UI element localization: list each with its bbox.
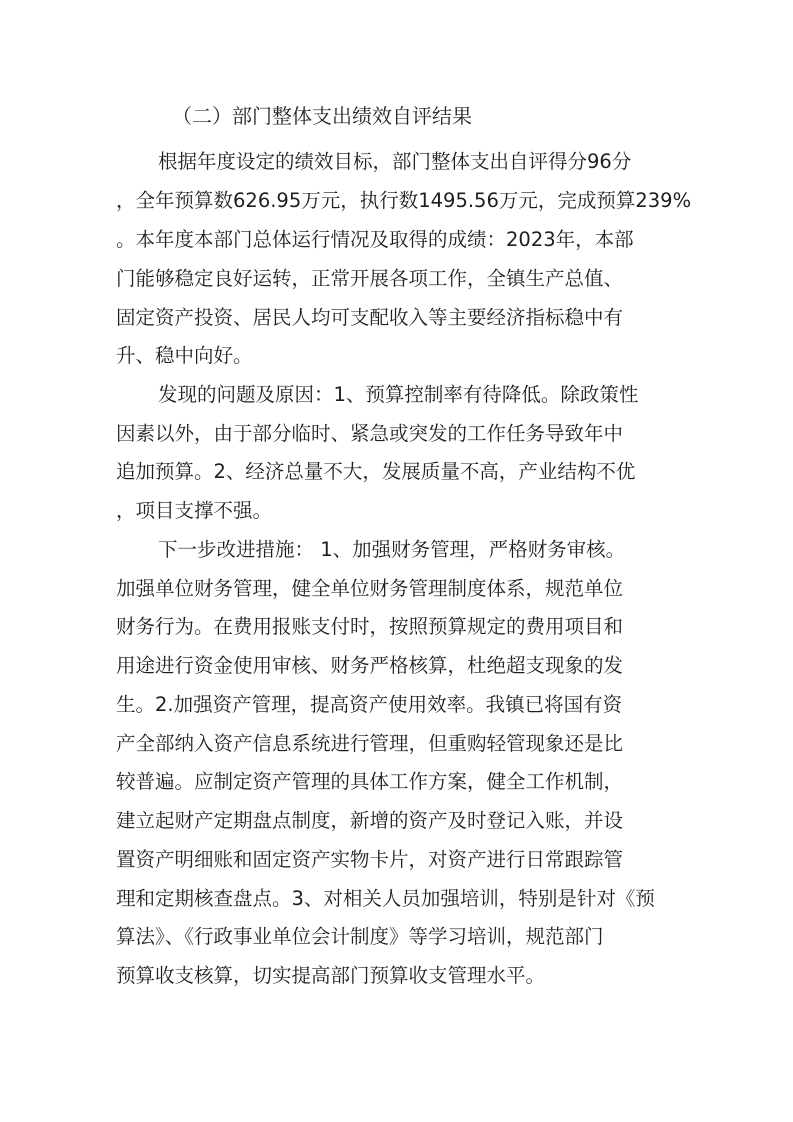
paragraph-3-line-9: 置资产明细账和固定资产实物卡片，对资产进行日常跟踪管 <box>116 848 624 871</box>
paragraph-3-line-1: 下一步改进措施： 1、加强财务管理，严格财务审核。 <box>158 538 626 561</box>
paragraph-1-line-3: 。本年度本部门总体运行情况及取得的成绩：2023年，本部 <box>116 228 634 251</box>
paragraph-3-line-11: 算法》、《行政事业单位会计制度》等学习培训，规范部门 <box>116 925 604 948</box>
paragraph-1-line-2: ，全年预算数626.95万元，执行数1495.56万元，完成预算239% <box>116 189 692 212</box>
paragraph-3-line-5: 生。2.加强资产管理，提高资产使用效率。我镇已将国有资 <box>116 693 623 716</box>
paragraph-1-line-6: 升、稳中向好。 <box>116 344 253 367</box>
paragraph-1-line-4: 门能够稳定良好运转，正常开展各项工作，全镇生产总值、 <box>116 267 624 290</box>
paragraph-3-line-6: 产全部纳入资产信息系统进行管理，但重购轻管现象还是比 <box>116 732 624 755</box>
paragraph-3-line-4: 用途进行资金使用审核、财务严格核算，杜绝超支现象的发 <box>116 654 624 677</box>
paragraph-2-line-4: ，项目支撑不强。 <box>116 499 273 522</box>
section-heading: （二）部门整体支出绩效自评结果 <box>172 104 472 128</box>
paragraph-3-line-2: 加强单位财务管理，健全单位财务管理制度体系，规范单位 <box>116 577 624 600</box>
paragraph-3-line-3: 财务行为。在费用报账支付时，按照预算规定的费用项目和 <box>116 615 624 638</box>
paragraph-1-line-5: 固定资产投资、居民人均可支配收入等主要经济指标稳中有 <box>116 306 624 329</box>
paragraph-2-line-2: 因素以外，由于部分临时、紧急或突发的工作任务导致年中 <box>116 422 624 445</box>
paragraph-3-line-12: 预算收支核算，切实提高部门预算收支管理水平。 <box>116 964 546 987</box>
paragraph-1-line-1: 根据年度设定的绩效目标，部门整体支出自评得分96分 <box>158 150 632 173</box>
paragraph-2-line-3: 追加预算。2、经济总量不大，发展质量不高，产业结构不优 <box>116 460 636 483</box>
paragraph-3-line-10: 理和定期核查盘点。3、对相关人员加强培训，特别是针对《预 <box>116 887 655 910</box>
paragraph-2-line-1: 发现的问题及原因：1、预算控制率有待降低。除政策性 <box>158 383 639 406</box>
paragraph-3-line-8: 建立起财产定期盘点制度，新增的资产及时登记入账，并设 <box>116 809 624 832</box>
paragraph-3-line-7: 较普遍。应制定资产管理的具体工作方案，健全工作机制， <box>116 770 624 793</box>
